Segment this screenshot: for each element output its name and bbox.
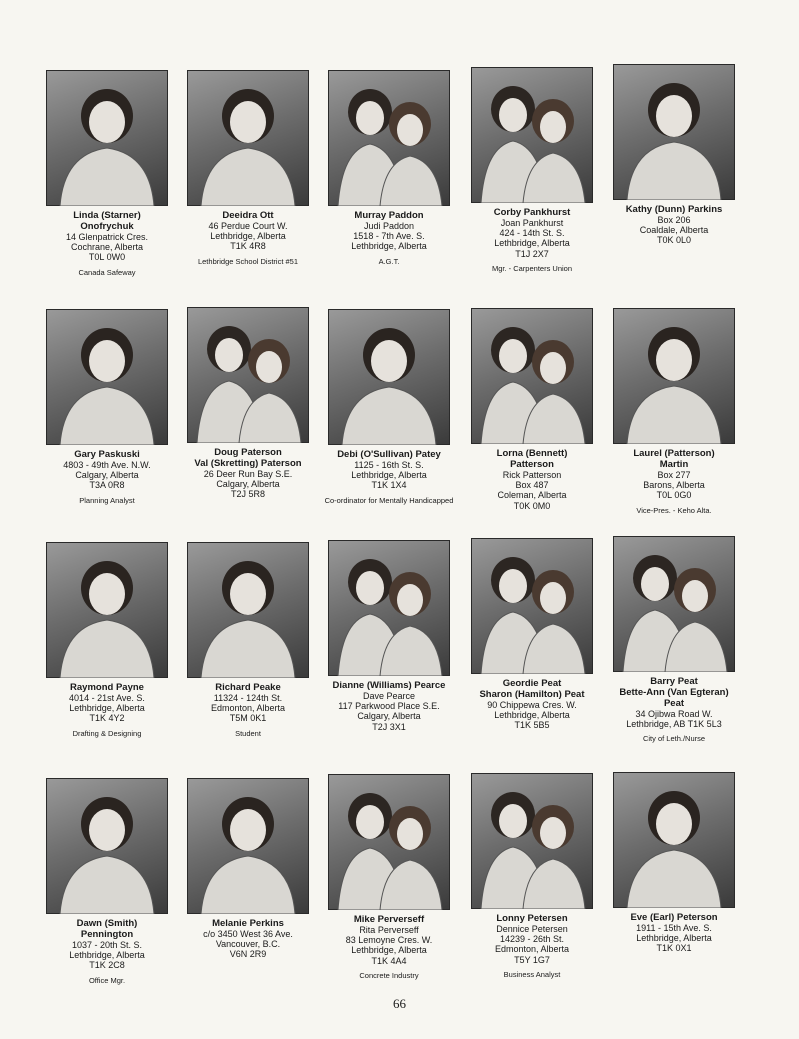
student-entry	[457, 308, 607, 511]
person-name: Dawn (Smith)	[76, 918, 138, 929]
couple-photo	[328, 540, 450, 676]
address-line: Rick Patterson	[502, 470, 562, 480]
student-entry	[457, 538, 607, 731]
portrait-photo-icon	[613, 772, 735, 908]
portrait-photo	[46, 70, 168, 206]
person-name: Eve (Earl) Peterson	[630, 912, 718, 923]
address-line: T0L 0W0	[88, 252, 126, 263]
student-entry	[173, 70, 323, 267]
address-line: T1K 4Y2	[89, 713, 125, 724]
student-entry	[599, 308, 749, 516]
address-line: Edmonton, Alberta	[210, 703, 286, 714]
couple-photo	[471, 773, 593, 909]
student-entry	[32, 778, 182, 986]
portrait-photo-icon	[613, 308, 735, 444]
person-name: Corby Pankhurst	[493, 207, 571, 218]
student-entry	[314, 774, 464, 981]
address-line: 4014 - 21st Ave. S.	[69, 693, 145, 703]
address-line: 4803 - 49th Ave. N.W.	[63, 460, 151, 470]
occupation: Office Mgr.	[88, 975, 126, 985]
person-name: Barry Peat	[650, 676, 698, 687]
person-name: Patterson	[510, 459, 554, 470]
address-line: 34 Ojibwa Road W.	[635, 709, 713, 719]
person-name: Laurel (Patterson)	[633, 448, 715, 459]
address-line: Dennice Petersen	[496, 924, 568, 934]
occupation: Drafting & Designing	[72, 728, 142, 738]
entry-caption	[457, 448, 607, 511]
address-line: Lethbridge, Alberta	[351, 241, 427, 252]
address-line: c/o 3450 West 36 Ave.	[203, 929, 293, 939]
portrait-photo-icon	[328, 70, 450, 206]
address-line: T5Y 1G7	[514, 954, 550, 965]
occupation: Lethbridge School District #51	[197, 256, 299, 266]
address-line: 11324 - 124th St.	[213, 693, 283, 703]
address-line: Calgary, Alberta	[357, 711, 421, 722]
person-name: Raymond Payne	[70, 682, 144, 693]
entry-caption	[32, 682, 182, 739]
address-line: 424 - 14th St. S.	[499, 228, 565, 239]
address-line: Edmonton, Alberta	[494, 944, 570, 955]
student-entry	[599, 772, 749, 954]
entry-caption	[599, 676, 749, 744]
portrait-photo	[187, 542, 309, 678]
person-name: Deeidra Ott	[222, 210, 274, 221]
couple-photo	[328, 70, 450, 206]
address-line: T5M 0K1	[229, 713, 267, 724]
portrait-photo-icon	[471, 773, 593, 909]
address-line: T2J 5R8	[230, 489, 265, 500]
student-entry	[32, 309, 182, 506]
portrait-photo-icon	[613, 64, 735, 200]
occupation: Vice-Pres. - Keho Alta.	[636, 505, 712, 515]
occupation: Planning Analyst	[79, 495, 135, 505]
person-name: Linda (Starner)	[73, 210, 141, 221]
portrait-photo-icon	[471, 308, 593, 444]
address-line: 90 Chippewa Cres. W.	[487, 700, 577, 710]
entry-caption	[599, 912, 749, 954]
person-name: Kathy (Dunn) Parkins	[625, 204, 723, 215]
address-line: T1K 4R8	[230, 241, 266, 252]
portrait-photo-icon	[471, 67, 593, 203]
occupation: Business Analyst	[503, 969, 561, 979]
entry-caption	[173, 918, 323, 960]
address-line: Lethbridge, Alberta	[494, 710, 570, 721]
address-line: Lethbridge, Alberta	[69, 950, 145, 961]
entry-caption	[314, 680, 464, 732]
address-line: Lethbridge, Alberta	[351, 945, 427, 956]
address-line: T0L 0G0	[656, 490, 692, 501]
person-name: Pennington	[80, 929, 134, 940]
student-entry	[457, 67, 607, 274]
portrait-photo	[187, 778, 309, 914]
entry-caption	[173, 447, 323, 500]
student-entry	[314, 540, 464, 732]
portrait-photo-icon	[187, 542, 309, 678]
person-name: Geordie Peat	[502, 678, 562, 689]
couple-photo	[471, 67, 593, 203]
address-line: V6N 2R9	[229, 949, 267, 960]
address-line: Lethbridge, Alberta	[494, 238, 570, 249]
address-line: Dave Pearce	[362, 691, 416, 701]
address-line: 1125 - 16th St. S.	[354, 460, 424, 470]
portrait-photo	[46, 309, 168, 445]
address-line: 26 Deer Run Bay S.E.	[203, 469, 293, 479]
address-line: 1911 - 15th Ave. S.	[636, 923, 712, 933]
address-line: Box 487	[515, 480, 549, 491]
entry-caption	[599, 204, 749, 246]
portrait-photo-icon	[46, 778, 168, 914]
entry-caption	[314, 914, 464, 981]
portrait-photo-icon	[46, 309, 168, 445]
portrait-photo-icon	[328, 309, 450, 445]
student-entry	[173, 778, 323, 960]
person-name: Peat	[663, 698, 685, 709]
address-line: 83 Lemoyne Cres. W.	[345, 935, 433, 946]
person-name: Lonny Petersen	[496, 913, 568, 924]
student-entry	[599, 536, 749, 744]
address-line: 117 Parkwood Place S.E.	[338, 701, 440, 712]
address-line: Lethbridge, Alberta	[210, 231, 286, 242]
couple-photo	[471, 538, 593, 674]
person-name: Val (Skretting) Paterson	[194, 458, 302, 469]
person-name: Bette-Ann (Van Egteran)	[619, 687, 729, 698]
couple-photo	[328, 774, 450, 910]
address-line: Rita Perverseff	[359, 925, 419, 935]
entry-caption	[314, 449, 464, 506]
address-line: Barons, Alberta	[643, 480, 705, 491]
portrait-photo	[328, 309, 450, 445]
couple-photo	[187, 307, 309, 443]
occupation: Student	[235, 728, 261, 738]
address-line: Box 206	[657, 215, 691, 225]
portrait-photo	[187, 70, 309, 206]
person-name: Onofrychuk	[80, 221, 134, 232]
portrait-photo-icon	[46, 70, 168, 206]
occupation: Co-ordinator for Mentally Handicapped	[324, 495, 454, 505]
person-name: Melanie Perkins	[212, 918, 284, 929]
address-line: 14239 - 26th St.	[499, 934, 565, 945]
address-line: 1518 - 7th Ave. S.	[353, 231, 425, 242]
couple-photo	[613, 536, 735, 672]
portrait-photo-icon	[46, 542, 168, 678]
person-name: Richard Peake	[215, 682, 281, 693]
entry-caption	[173, 210, 323, 267]
address-line: T0K 0L0	[656, 235, 692, 246]
address-line: Coaldale, Alberta	[639, 225, 709, 236]
address-line: Lethbridge, Alberta	[69, 703, 145, 714]
portrait-photo-icon	[328, 540, 450, 676]
student-entry	[173, 542, 323, 739]
entry-caption	[457, 678, 607, 731]
address-line: Vancouver, B.C.	[215, 939, 281, 950]
occupation: Canada Safeway	[78, 267, 136, 277]
student-entry	[32, 70, 182, 278]
address-line: T1K 1X4	[371, 480, 407, 491]
student-entry	[314, 309, 464, 506]
address-line: 14 Glenpatrick Cres.	[65, 232, 149, 242]
portrait-photo-icon	[187, 70, 309, 206]
address-line: Lethbridge, Alberta	[636, 933, 712, 944]
portrait-photo	[46, 778, 168, 914]
occupation: City of Leth./Nurse	[642, 734, 706, 744]
portrait-photo	[46, 542, 168, 678]
occupation: A.G.T.	[378, 256, 400, 266]
student-entry	[32, 542, 182, 739]
address-line: Joan Pankhurst	[500, 218, 564, 228]
person-name: Sharon (Hamilton) Peat	[479, 689, 585, 700]
student-entry	[173, 307, 323, 500]
address-line: Calgary, Alberta	[216, 479, 280, 490]
address-line: Box 277	[657, 470, 691, 480]
person-name: Dianne (Williams) Pearce	[332, 680, 446, 691]
person-name: Murray Paddon	[354, 210, 424, 221]
entry-caption	[314, 210, 464, 267]
portrait-photo-icon	[187, 778, 309, 914]
address-line: Judi Paddon	[363, 221, 415, 231]
portrait-photo-icon	[471, 538, 593, 674]
address-line: Lethbridge, Alberta	[351, 470, 427, 481]
address-line: T1K 5B5	[514, 720, 550, 731]
address-line: Cochrane, Alberta	[70, 242, 144, 253]
address-line: T3A 0R8	[89, 480, 125, 491]
portrait-photo	[613, 772, 735, 908]
entry-caption	[32, 210, 182, 278]
address-line: T1K 0X1	[656, 943, 692, 954]
student-entry	[457, 773, 607, 980]
person-name: Doug Paterson	[214, 447, 282, 458]
portrait-photo-icon	[328, 774, 450, 910]
person-name: Lorna (Bennett)	[496, 448, 568, 459]
address-line: 46 Perdue Court W.	[208, 221, 288, 231]
address-line: Coleman, Alberta	[497, 490, 567, 501]
student-entry	[599, 64, 749, 246]
person-name: Gary Paskuski	[74, 449, 140, 460]
entry-caption	[173, 682, 323, 739]
address-line: T1K 2C8	[89, 960, 125, 971]
occupation: Concrete Industry	[359, 970, 419, 980]
person-name: Martin	[659, 459, 689, 470]
address-line: 1037 - 20th St. S.	[71, 940, 143, 950]
person-name: Debi (O'Sullivan) Patey	[337, 449, 441, 460]
address-line: T1K 4A4	[371, 955, 407, 966]
portrait-photo	[613, 64, 735, 200]
address-line: T0K 0M0	[513, 500, 551, 511]
entry-caption	[32, 918, 182, 986]
portrait-photo-icon	[613, 536, 735, 672]
couple-photo	[471, 308, 593, 444]
entry-caption	[32, 449, 182, 506]
portrait-photo	[613, 308, 735, 444]
address-line: Calgary, Alberta	[75, 470, 139, 481]
portrait-photo-icon	[187, 307, 309, 443]
entry-caption	[599, 448, 749, 516]
address-line: T1J 2X7	[515, 248, 549, 259]
page-number: 66	[393, 996, 406, 1011]
entry-caption	[457, 207, 607, 274]
entry-caption	[457, 913, 607, 980]
address-line: Lethbridge, AB T1K 5L3	[626, 719, 722, 730]
student-entry	[314, 70, 464, 267]
address-line: T2J 3X1	[372, 721, 406, 732]
occupation: Mgr. - Carpenters Union	[491, 263, 573, 273]
person-name: Mike Perverseff	[353, 914, 425, 925]
